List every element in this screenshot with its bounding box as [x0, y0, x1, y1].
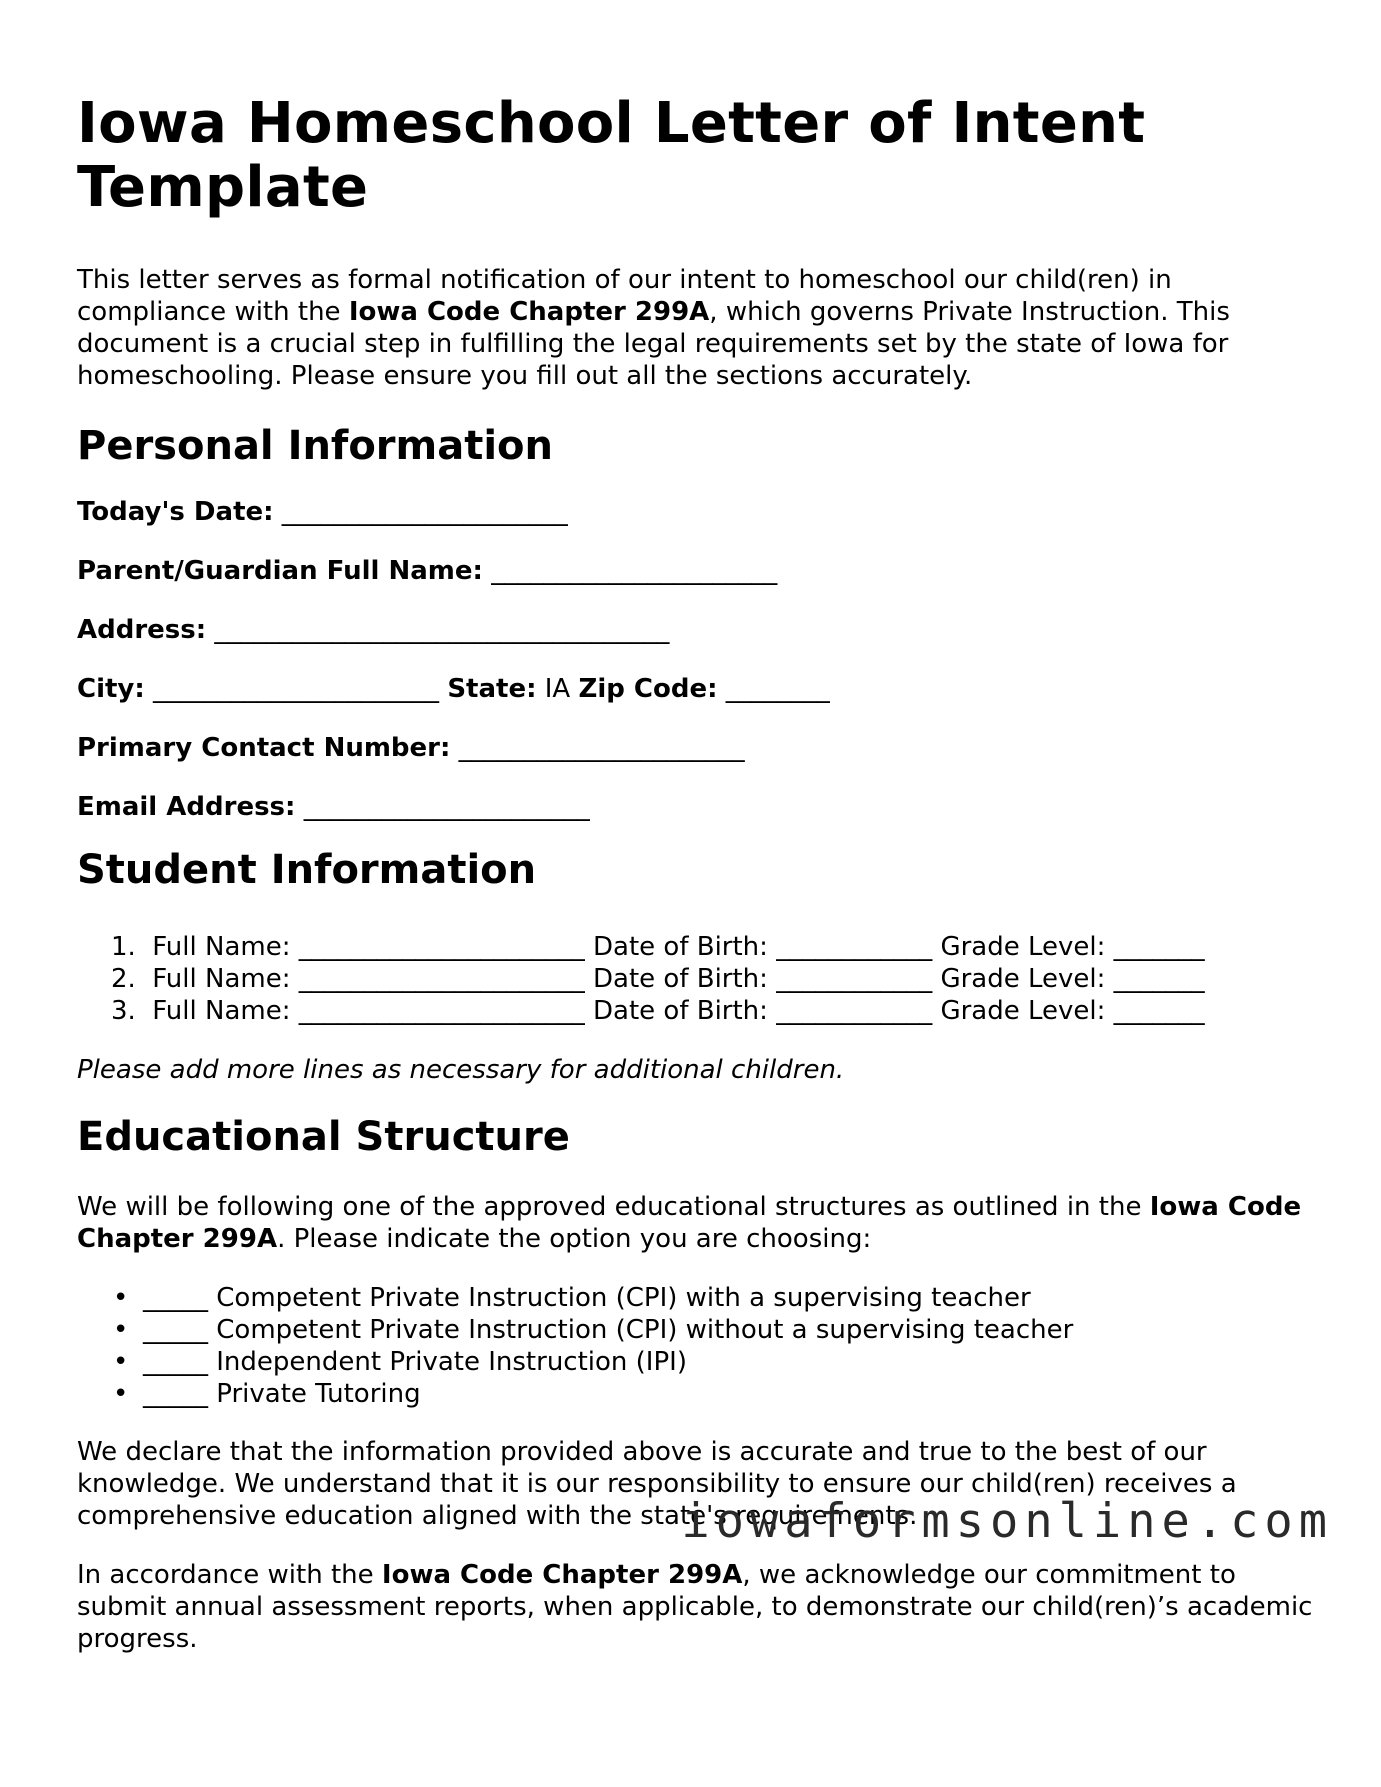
student-row: [111, 931, 1317, 963]
address-label: Address:: [77, 615, 207, 645]
todays-date-field: [77, 496, 1317, 528]
student-row: [111, 963, 1317, 995]
personal-info-heading: Personal Information: [77, 423, 553, 469]
city-label: City:: [77, 674, 145, 704]
educational-structure-paragraph: [77, 1191, 1317, 1255]
student-name-label: Full Name:: [152, 932, 291, 962]
phone-label: Primary Contact Number:: [77, 733, 451, 763]
education-options-list: [77, 1282, 1317, 1410]
option-check-blank[interactable]: _____: [143, 1379, 208, 1409]
address-field: [77, 614, 1317, 646]
student-name-blank[interactable]: ______________________: [298, 996, 585, 1026]
student-row: [111, 995, 1317, 1027]
student-grade-label: Grade Level:: [940, 996, 1106, 1026]
student-dob-blank[interactable]: ____________: [776, 932, 933, 962]
option-label: Private Tutoring: [216, 1379, 421, 1409]
student-row-number: 1.: [111, 932, 136, 962]
email-field: [77, 791, 1317, 823]
parent-name-field: [77, 555, 1317, 587]
zip-blank[interactable]: ________: [725, 674, 830, 704]
student-dob-blank[interactable]: ____________: [776, 964, 933, 994]
site-watermark: iowaformsonline.com: [681, 1494, 1333, 1549]
student-row-number: 2.: [111, 964, 136, 994]
parent-name-blank[interactable]: ______________________: [491, 556, 778, 586]
student-dob-label: Date of Birth:: [593, 932, 768, 962]
accord-text-2: , we acknowledge our commitment to submit annual assessment reports, when applicable, to demonstrate our child(ren)’s academic progress.: [77, 1560, 1313, 1654]
state-label: State:: [447, 674, 537, 704]
phone-field: [77, 732, 1317, 764]
edu-text-2: . Please indicate the option you are choosing:: [277, 1224, 872, 1254]
student-grade-blank[interactable]: _______: [1113, 932, 1205, 962]
edu-code-reference: Iowa Code Chapter 299A: [77, 1192, 1302, 1254]
option-label: Competent Private Instruction (CPI) without a supervising teacher: [216, 1315, 1074, 1345]
option-check-blank[interactable]: _____: [143, 1315, 208, 1345]
education-option: [77, 1378, 1317, 1410]
accordance-paragraph: [77, 1559, 1317, 1655]
student-dob-label: Date of Birth:: [593, 964, 768, 994]
accord-code-reference: Iowa Code Chapter 299A: [381, 1560, 743, 1590]
todays-date-blank[interactable]: ______________________: [281, 497, 568, 527]
intro-paragraph: [77, 264, 1317, 392]
education-option: [77, 1282, 1317, 1314]
bullet-icon: •: [113, 1315, 129, 1345]
student-list: [77, 931, 1317, 1027]
declaration-paragraph: We declare that the information provided above is accurate and true to the best of our knowledge. We understand that it is our responsibility to ensure our child(ren) receives a comprehensive education aligned with the state's requirements.: [77, 1437, 1237, 1531]
intro-code-reference: Iowa Code Chapter 299A: [348, 297, 710, 327]
bullet-icon: •: [113, 1347, 129, 1377]
student-grade-blank[interactable]: _______: [1113, 996, 1205, 1026]
education-option: [77, 1314, 1317, 1346]
student-grade-label: Grade Level:: [940, 964, 1106, 994]
option-label: Independent Private Instruction (IPI): [216, 1347, 687, 1377]
phone-blank[interactable]: ______________________: [458, 733, 745, 763]
city-blank[interactable]: ______________________: [153, 674, 440, 704]
option-check-blank[interactable]: _____: [143, 1347, 208, 1377]
education-option: [77, 1346, 1317, 1378]
zip-label: Zip Code:: [578, 674, 718, 704]
additional-children-note: Please add more lines as necessary for additional children.: [77, 1055, 845, 1085]
student-name-label: Full Name:: [152, 996, 291, 1026]
student-dob-label: Date of Birth:: [593, 996, 768, 1026]
educational-structure-heading: Educational Structure: [77, 1114, 570, 1160]
intro-text-1: This letter serves as formal notification of our intent to homeschool our child(ren) in compliance with the: [77, 265, 1172, 327]
parent-name-label: Parent/Guardian Full Name:: [77, 556, 483, 586]
intro-text-2: , which governs Private Instruction. This document is a crucial step in fulfilling the legal requirements set by the state of Iowa for homeschooling. Please ensure you fill out all the sections accurately.: [77, 297, 1230, 391]
option-label: Competent Private Instruction (CPI) with a supervising teacher: [216, 1283, 1031, 1313]
personal-info-fields: [77, 496, 1317, 823]
email-blank[interactable]: ______________________: [303, 792, 590, 822]
student-name-blank[interactable]: ______________________: [298, 964, 585, 994]
student-name-blank[interactable]: ______________________: [298, 932, 585, 962]
student-row-number: 3.: [111, 996, 136, 1026]
option-check-blank[interactable]: _____: [143, 1283, 208, 1313]
document-page: [77, 92, 1317, 1655]
city-state-zip-field: [77, 673, 1317, 705]
address-blank[interactable]: ___________________________________: [214, 615, 670, 645]
email-label: Email Address:: [77, 792, 296, 822]
student-grade-blank[interactable]: _______: [1113, 964, 1205, 994]
bullet-icon: •: [113, 1379, 129, 1409]
student-grade-label: Grade Level:: [940, 932, 1106, 962]
student-dob-blank[interactable]: ____________: [776, 996, 933, 1026]
todays-date-label: Today's Date:: [77, 497, 274, 527]
document-title: Iowa Homeschool Letter of Intent Template: [77, 91, 1146, 220]
state-value: IA: [544, 674, 571, 704]
student-info-heading: Student Information: [77, 847, 537, 893]
edu-text-1: We will be following one of the approved educational structures as outlined in the: [77, 1192, 1150, 1222]
student-name-label: Full Name:: [152, 964, 291, 994]
bullet-icon: •: [113, 1283, 129, 1313]
accord-text-1: In accordance with the: [77, 1560, 382, 1590]
